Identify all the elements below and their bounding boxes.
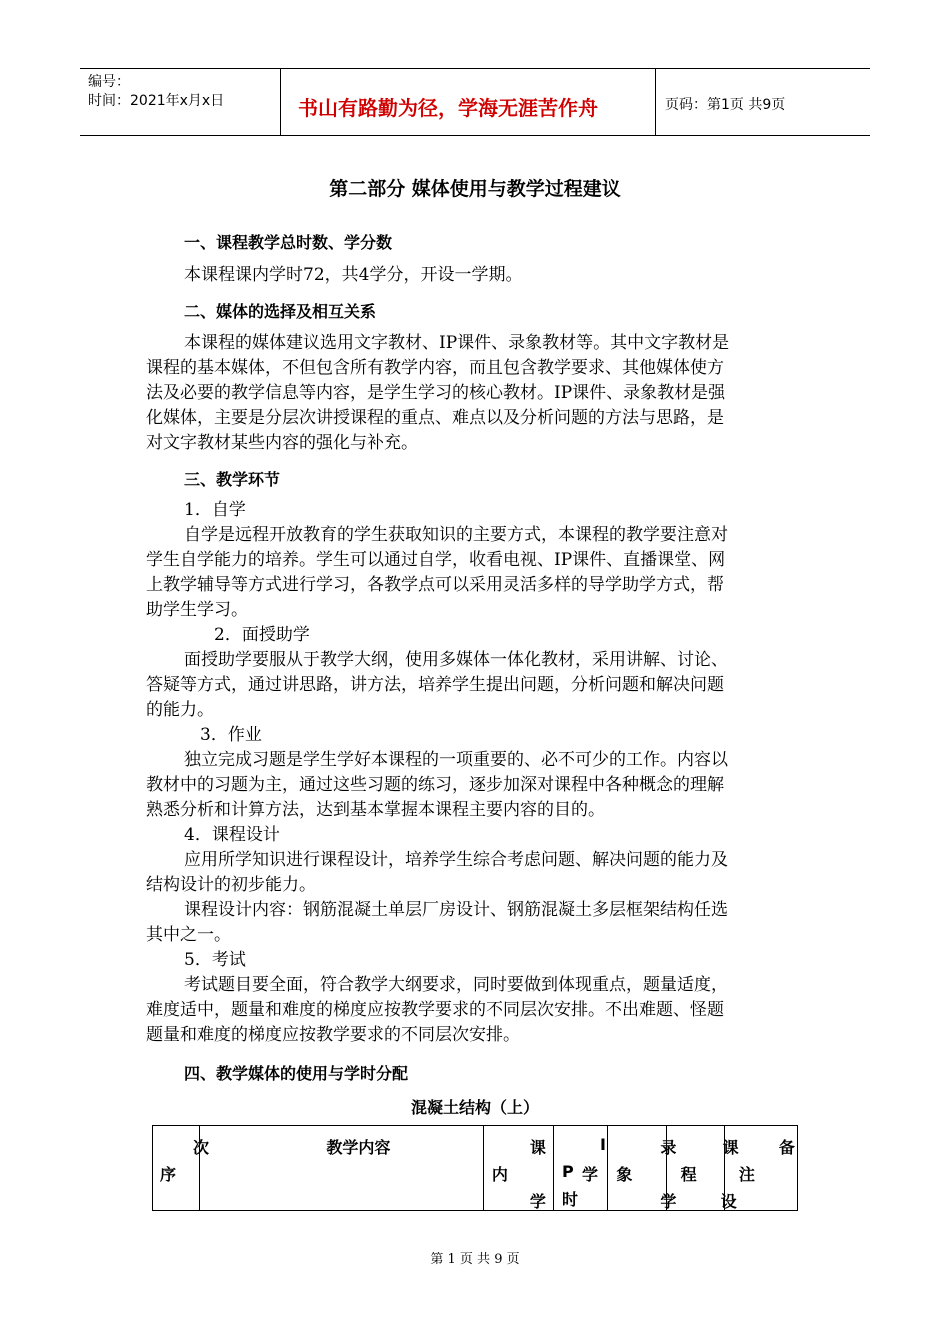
section-1-text: 本课程课内学时72，共4学分，开设一学期。 [184,265,523,285]
header-motto: 书山有路勤为径，学海无涯苦作舟 [298,96,598,120]
table-caption: 混凝土结构（上） [410,1098,539,1117]
header-order: 次 序 [153,1126,200,1211]
paragraph-line: 教材中的习题为主，通过这些习题的练习，逐步加深对课程中各种概念的理解 [146,775,724,795]
paragraph-line: 自学是远程开放教育的学生获取知识的主要方式，本课程的教学要注意对 [184,525,728,545]
paragraph-line: 的能力。 [146,700,214,720]
subsection-heading: 1．自学 [184,500,246,520]
page-title: 第二部分 媒体使用与教学过程建议 [329,178,621,200]
header-video-hours: 录 象 学 [608,1126,666,1211]
header-remarks: 备 注 [724,1126,797,1211]
paragraph-line: 课程的基本媒体，不但包含所有教学内容，而且包含教学要求、其他媒体使方 [146,358,724,378]
course-table [152,1125,798,1211]
header-number-label: 编号： [88,74,130,90]
paragraph-line: 应用所学知识进行课程设计，培养学生综合考虑问题、解决问题的能力及 [184,850,728,870]
paragraph-line: 独立完成习题是学生学好本课程的一项重要的、必不可少的工作。内容以 [184,750,728,770]
paragraph-line: 课程设计内容：钢筋混凝土单层厂房设计、钢筋混凝土多层框架结构任选 [184,900,728,920]
paragraph-line: 难度适中，题量和难度的梯度应按教学要求的不同层次安排。不出难题、怪题 [146,1000,724,1020]
section-4-heading: 四、教学媒体的使用与学时分配 [184,1064,409,1083]
subsection-heading: 3．作业 [200,725,262,745]
header-course-design: 课 程 设 [666,1126,724,1211]
paragraph-line: 法及必要的教学信息等内容，是学生学习的核心教材。IP课件、录象教材是强 [146,383,726,403]
section-2-heading: 二、媒体的选择及相互关系 [184,302,377,321]
paragraph-line: 结构设计的初步能力。 [146,875,316,895]
section-3-heading: 三、教学环节 [184,470,281,489]
page-footer: 第 1 页 共 9 页 [430,1252,520,1267]
paragraph-line: 本课程的媒体建议选用文字教材、IP课件、录象教材等。其中文字教材是 [184,333,730,353]
paragraph-line: 熟悉分析和计算方法，达到基本掌握本课程主要内容的目的。 [146,800,605,820]
header-divider-right [655,68,656,136]
paragraph-line: 题量和难度的梯度应按教学要求的不同层次安排。 [146,1025,520,1045]
paragraph-line: 对文字教材某些内容的强化与补充。 [146,433,418,453]
paragraph-line: 化媒体，主要是分层次讲授课程的重点、难点以及分析问题的方法与思路，是 [146,408,724,428]
paragraph-line: 其中之一。 [146,925,231,945]
subsection-heading: 5．考试 [184,950,246,970]
paragraph-line: 助学生学习。 [146,600,248,620]
header-bottom-rule [80,135,870,136]
section-1-heading: 一、课程教学总时数、学分数 [184,233,393,252]
paragraph-line: 上教学辅导等方式进行学习，各教学点可以采用灵活多样的导学助学方式，帮 [146,575,724,595]
header-page-code: 页码：第1页 共9页 [665,97,786,113]
header-top-rule [80,68,870,69]
paragraph-line: 面授助学要服从于教学大纲，使用多媒体一体化教材，采用讲解、讨论、 [184,650,728,670]
table-header-row [153,1126,798,1211]
header-time-label: 时间：2021年x月x日 [88,93,225,109]
paragraph-line: 答疑等方式，通过讲思路，讲方法，培养学生提出问题，分析问题和解决问题 [146,675,724,695]
subsection-heading: 2．面授助学 [214,625,310,645]
paragraph-line: 学生自学能力的培养。学生可以通过自学，收看电视、IP课件、直播课堂、网 [146,550,726,570]
header-inclass-hours: 课 内 学 [483,1126,553,1211]
subsection-heading: 4．课程设计 [184,825,280,845]
header-divider-left [280,68,281,136]
header-content: 教学内容 [200,1126,483,1211]
paragraph-line: 考试题目要全面，符合教学大纲要求，同时要做到体现重点，题量适度， [184,975,728,995]
header-ip-hours: I P 学 时 [553,1126,607,1211]
